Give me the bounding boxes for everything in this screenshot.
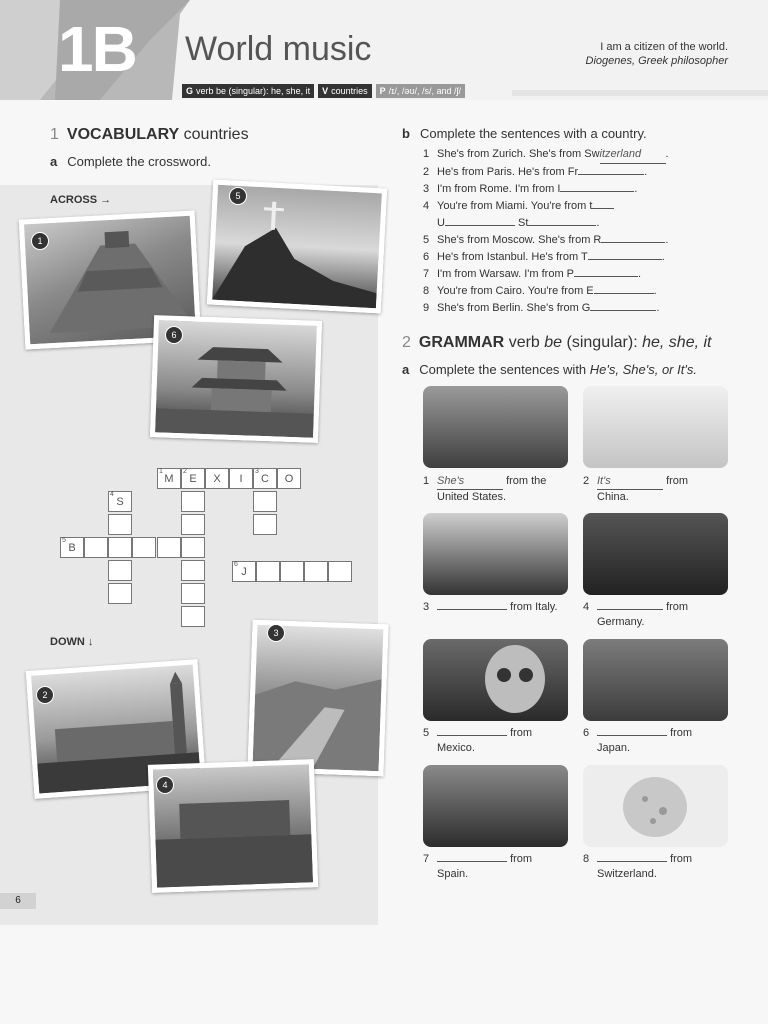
- sentence-item: 6 He's from Istanbul. He's from T .: [423, 251, 665, 263]
- grammar-item-8: 8 from Switzerland.: [583, 853, 693, 880]
- sentence-item: 8 You're from Cairo. You're from E .: [423, 285, 657, 297]
- down-label: DOWN ↓: [50, 636, 94, 648]
- crossword-cell[interactable]: [181, 491, 205, 512]
- part-b-sentences: [423, 146, 763, 317]
- crossword-cell[interactable]: [84, 537, 108, 558]
- grammar-item-5: 5 from Mexico.: [423, 727, 533, 754]
- part-b-instruction: b Complete the sentences with a country.: [402, 126, 647, 141]
- crossword-cell[interactable]: [157, 537, 181, 558]
- crossword-cell[interactable]: [108, 514, 132, 535]
- answer-blank[interactable]: [528, 225, 596, 226]
- sentence-item: 4 You're from Miami. You're from t: [423, 198, 763, 215]
- sentence-item: 2 He's from Paris. He's from Fr .: [423, 166, 648, 178]
- answer-blank[interactable]: [597, 861, 667, 862]
- photo-spain-palace: [148, 759, 318, 893]
- answer-blank[interactable]: [588, 259, 662, 260]
- crossword-cell[interactable]: X: [205, 468, 229, 489]
- photo-number-1: 1: [31, 232, 49, 250]
- sentence-item: 5 She's from Moscow. She's from R .: [423, 234, 669, 246]
- answer-blank[interactable]: [597, 609, 663, 610]
- page-title: World music: [185, 30, 372, 68]
- crossword-cell[interactable]: [181, 537, 205, 558]
- photo-italian-singer: [423, 513, 568, 595]
- crossword-cell[interactable]: [108, 537, 132, 558]
- grammar-heading: 2 GRAMMAR verb be (singular): he, she, it: [402, 334, 712, 351]
- answer-blank[interactable]: She's: [437, 474, 503, 490]
- quote-author: Diogenes, Greek philosopher: [585, 55, 728, 67]
- answer-blank[interactable]: [437, 735, 507, 736]
- lesson-tags: [182, 84, 465, 98]
- photo-goalkeeper: [583, 513, 728, 595]
- crossword-cell[interactable]: [108, 560, 132, 581]
- crossword-cell[interactable]: [181, 560, 205, 581]
- photo-number-3: 3: [267, 624, 285, 642]
- sentence-item-continued: U St .: [437, 217, 600, 229]
- quote-block: [586, 40, 728, 68]
- photo-swiss-cheese: [583, 765, 728, 847]
- crossword-cell[interactable]: [181, 514, 205, 535]
- photo-great-wall: [247, 620, 388, 777]
- answer-blank[interactable]: [560, 191, 634, 192]
- grammar-tag: G verb be (singular): he, she, it: [182, 84, 314, 98]
- answer-blank[interactable]: [594, 293, 654, 294]
- photo-number-4: 4: [156, 776, 174, 794]
- answer-blank[interactable]: itzerland: [600, 146, 666, 164]
- vocabulary-heading: 1 VOCABULARY countries: [50, 126, 249, 143]
- answer-blank[interactable]: [445, 225, 515, 226]
- wall-graphic: [253, 625, 384, 771]
- crossword-cell[interactable]: 5 B: [60, 537, 84, 558]
- answer-blank[interactable]: It's: [597, 474, 663, 490]
- grammar-item-4: 4 from Germany.: [583, 601, 689, 628]
- photo-spanish-actor: [423, 765, 568, 847]
- crossword-cell[interactable]: [132, 537, 156, 558]
- crossword-cell[interactable]: 6 J: [232, 561, 256, 582]
- crossword-cell[interactable]: [181, 583, 205, 604]
- grammar-item-3: 3 from Italy.: [423, 601, 558, 613]
- crossword-cell[interactable]: [181, 606, 205, 627]
- grammar-instruction-a: a Complete the sentences with He's, She's, or It's.: [402, 362, 697, 377]
- crossword-cell[interactable]: 4 S: [108, 491, 132, 512]
- crossword-cell[interactable]: [256, 561, 280, 582]
- photo-chinese-vase: [583, 386, 728, 468]
- photo-sugar-skull: [423, 639, 568, 721]
- crossword-cell[interactable]: [108, 583, 132, 604]
- sentence-item: 1 She's from Zurich. She's from Switzerland .: [423, 146, 763, 164]
- crossword-cell[interactable]: 3 C: [253, 468, 277, 489]
- photo-kimono-woman: [583, 639, 728, 721]
- photo-number-5: 5: [229, 187, 247, 205]
- grammar-item-1: 1 She's from the United States.: [423, 475, 547, 503]
- answer-blank[interactable]: [592, 208, 614, 209]
- tag-rule: [512, 90, 768, 96]
- answer-blank[interactable]: [437, 609, 507, 610]
- across-label: ACROSS →: [50, 194, 112, 206]
- sentence-item: 7 I'm from Warsaw. I'm from P .: [423, 268, 642, 280]
- answer-blank[interactable]: [437, 861, 507, 862]
- cheese-graphic: [583, 765, 728, 847]
- photo-number-6: 6: [165, 326, 183, 344]
- skull-graphic: [423, 639, 568, 721]
- grammar-item-7: 7 from Spain.: [423, 853, 533, 880]
- grammar-item-2: 2 It's from China.: [583, 475, 689, 503]
- crossword-cell[interactable]: 2 E: [181, 468, 205, 489]
- unit-number: 1B: [58, 13, 136, 85]
- crossword-cell[interactable]: 1 M: [157, 468, 181, 489]
- answer-blank[interactable]: [601, 242, 665, 243]
- crossword-cell[interactable]: [280, 561, 304, 582]
- answer-blank[interactable]: [574, 276, 638, 277]
- palace-graphic: [153, 764, 313, 887]
- answer-blank[interactable]: [590, 310, 656, 311]
- pronunciation-tag: P /ɪ/, /əʊ/, /s/, and /ʃ/: [376, 84, 465, 98]
- photo-cowgirl: [423, 386, 568, 468]
- crossword-cell[interactable]: [328, 561, 352, 582]
- crossword-cell[interactable]: [253, 491, 277, 512]
- answer-blank[interactable]: [597, 735, 667, 736]
- page-number: 6: [0, 893, 36, 909]
- sentence-item: 9 She's from Berlin. She's from G .: [423, 302, 660, 314]
- answer-blank[interactable]: [578, 174, 644, 175]
- crossword-cell[interactable]: [253, 514, 277, 535]
- grammar-item-6: 6 from Japan.: [583, 727, 693, 754]
- sentence-item: 3 I'm from Rome. I'm from I .: [423, 183, 638, 195]
- quote-text: I am a citizen of the world.: [600, 41, 728, 53]
- vocab-instruction-a: a Complete the crossword.: [50, 154, 212, 169]
- crossword-cell[interactable]: I: [229, 468, 253, 489]
- photo-number-2: 2: [36, 686, 54, 704]
- crossword-cell[interactable]: [304, 561, 328, 582]
- crossword-cell[interactable]: O: [277, 468, 301, 489]
- vocabulary-tag: V countries: [318, 84, 372, 98]
